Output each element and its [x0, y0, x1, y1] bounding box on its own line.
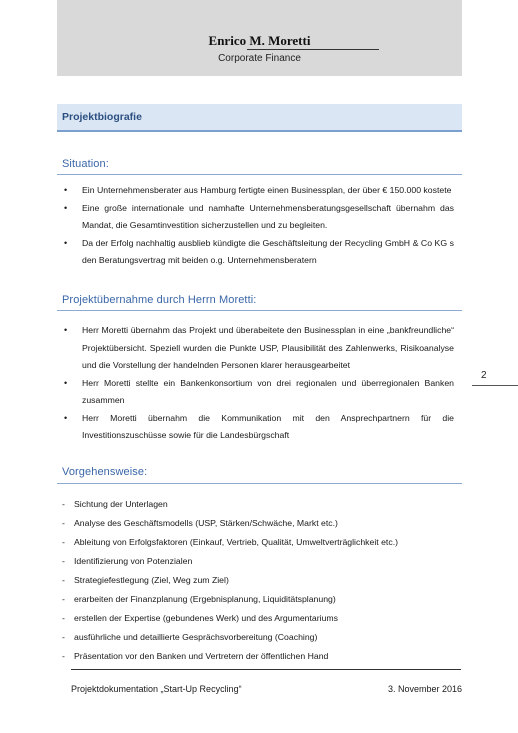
header-rule [247, 49, 379, 50]
list-item: • Ein Unternehmensberater aus Hamburg fertigte einen Businessplan, der über € 150.000 kostete [62, 182, 454, 200]
section-banner [57, 104, 462, 132]
list-item: - Sichtung der Unterlagen [62, 495, 454, 514]
bullet-icon: • [64, 185, 68, 195]
dash-icon: - [62, 651, 65, 661]
list-item: - Analyse des Geschäftsmodells (USP, Stärken/Schwäche, Markt etc.) [62, 514, 454, 533]
page-number: 2 [481, 370, 487, 381]
situation-list [62, 182, 454, 270]
dash-icon: - [62, 632, 65, 642]
list-item: • Herr Moretti übernahm das Projekt und überabeitete den Businessplan in eine „bankfreundliche“ Projektübersicht. Speziell wurden die Punkte USP, Plausibilität des Zahlenwerks, Risikoanalyse und die Vorstellung der handelnden Personen klarer herausgearbeitet [62, 322, 454, 375]
dash-icon: - [62, 613, 65, 623]
list-item: - Präsentation vor den Banken und Vertretern der öffentlichen Hand [62, 647, 454, 666]
dash-icon: - [62, 575, 65, 585]
bullet-icon: • [64, 412, 68, 423]
approach-list [62, 495, 454, 666]
takeover-rule [57, 310, 462, 311]
takeover-heading: Projektübernahme durch Herrn Moretti: [62, 294, 257, 306]
list-item: - erstellen der Expertise (gebundenes Werk) und des Argumentariums [62, 609, 454, 628]
list-item: - erarbeiten der Finanzplanung (Ergebnisplanung, Liquiditätsplanung) [62, 590, 454, 609]
situation-rule [57, 174, 462, 175]
page-number-rule [472, 385, 518, 386]
approach-heading: Vorgehensweise: [62, 466, 148, 478]
list-item: • Herr Moretti übernahm die Kommunikation mit den Ansprechpartnern für die Investitionszuschüsse sowie für die Landesbürgschaft [62, 410, 454, 445]
list-item: • Herr Moretti stellte ein Bankenkonsortium von drei regionalen und überregionalen Banken zusammen [62, 375, 454, 410]
list-item: • Da der Erfolg nachhaltig ausblieb kündigte die Geschäftsleitung der Recycling GmbH & Co KG s den Beratungsvertrag mit beiden o.g. Unternehmensberatern [62, 235, 454, 270]
takeover-list [62, 322, 454, 445]
author-subtitle: Corporate Finance [218, 53, 301, 64]
bullet-icon: • [64, 237, 68, 248]
approach-rule [57, 483, 462, 484]
situation-heading: Situation: [62, 158, 109, 170]
bullet-icon: • [64, 377, 68, 388]
footer-rule [71, 669, 461, 670]
dash-icon: - [62, 537, 65, 547]
list-item: - Strategiefestlegung (Ziel, Weg zum Ziel) [62, 571, 454, 590]
footer-date: 3. November 2016 [387, 684, 462, 694]
list-item: - Ableitung von Erfolgsfaktoren (Einkauf, Vertrieb, Qualität, Umweltverträglichkeit etc.) [62, 533, 454, 552]
list-item: • Eine große internationale und namhafte Unternehmensberatungsgesellschaft übernahm das Mandat, die Gesamtinvestition sicherzustellen und zu begleiten. [62, 200, 454, 235]
dash-icon: - [62, 518, 65, 528]
dash-icon: - [62, 594, 65, 604]
author-name: Enrico M. Moretti [208, 33, 311, 48]
footer-title: Projektdokumentation „Start-Up Recycling“ [71, 684, 242, 694]
list-item: - ausführliche und detaillierte Gesprächsvorbereitung (Coaching) [62, 628, 454, 647]
banner-title: Projektbiografie [62, 111, 142, 123]
list-item: - Identifizierung von Potenzialen [62, 552, 454, 571]
page-header [57, 0, 462, 76]
bullet-icon: • [64, 325, 68, 335]
bullet-icon: • [64, 202, 68, 213]
dash-icon: - [62, 499, 65, 509]
dash-icon: - [62, 556, 65, 566]
